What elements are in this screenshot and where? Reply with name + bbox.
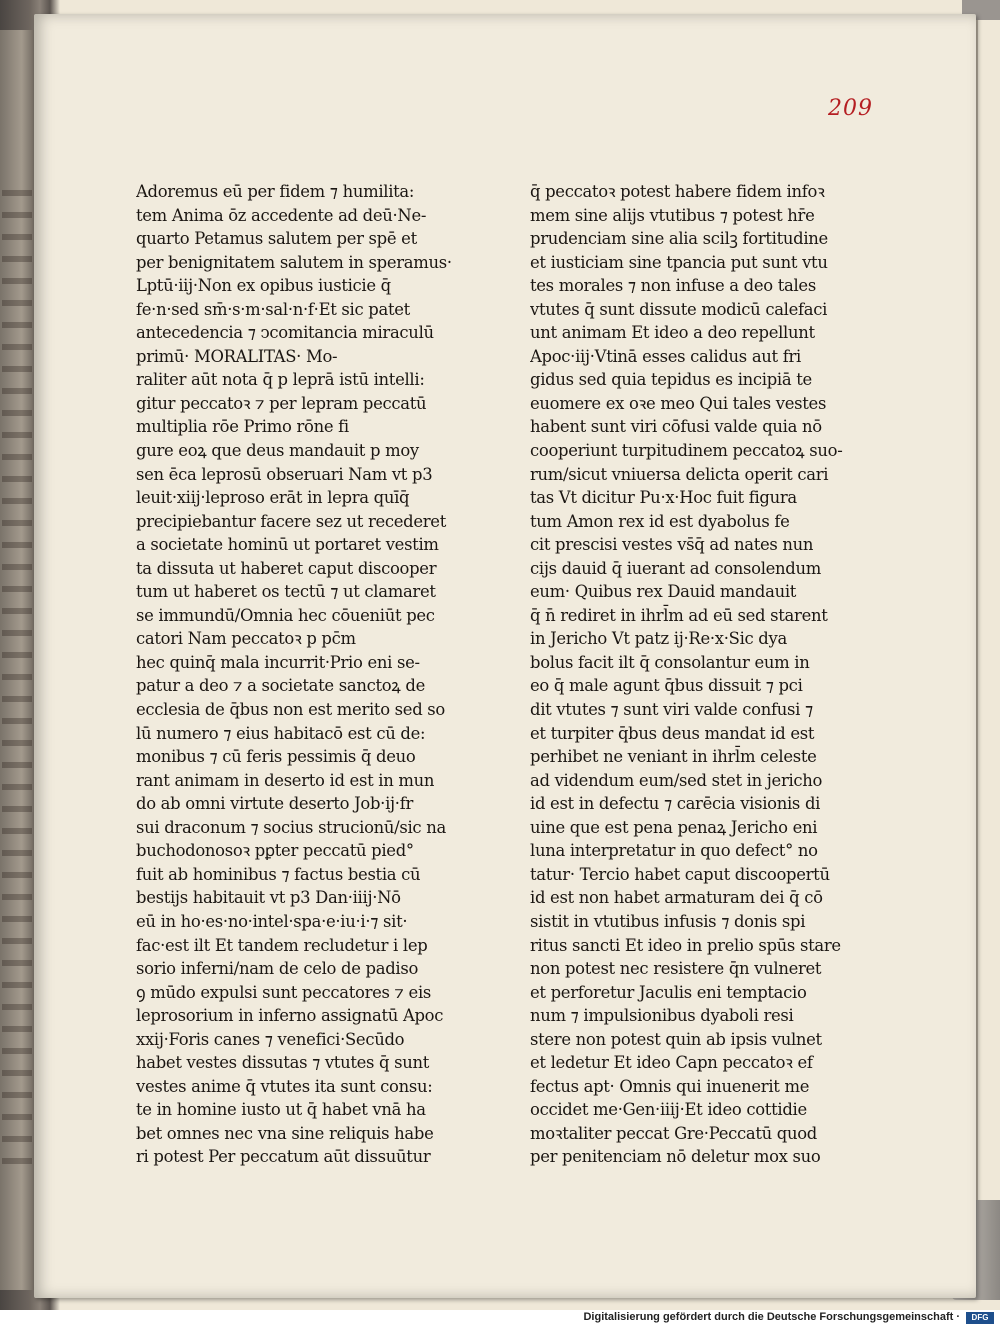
text-line: id est non habet armaturam dei q̄ cō bbox=[530, 888, 823, 908]
text-line: catori Nam peccatoꝛ p pc̄m bbox=[136, 629, 356, 649]
text-line: ta dissuta ut haberet caput discooper bbox=[136, 558, 437, 578]
text-line: ad videndum eum/sed stet in jericho bbox=[530, 770, 823, 790]
text-line: num ⁊ impulsionibus dyaboli resi bbox=[530, 1006, 794, 1026]
text-line: sui draconum ⁊ socius strucionū/sic na bbox=[136, 817, 446, 837]
text-line: gidus sed quia tepidus es incipiā te bbox=[530, 370, 812, 390]
previous-page-edge bbox=[0, 30, 36, 1290]
text-line: et ledetur Et ideo Capn peccatoꝛ ef bbox=[530, 1053, 813, 1073]
dfg-logo: DFG bbox=[966, 1312, 994, 1324]
text-line: prudenciam sine alia scilꝫ fortitudine bbox=[530, 229, 828, 249]
text-line: do ab omni virtute deserto Job·ij·fr bbox=[136, 794, 414, 814]
text-line: bestijs habitauit vt p3 Dan·iiij·Nō bbox=[136, 888, 401, 908]
text-line: et perforetur Jaculis eni temptacio bbox=[530, 982, 807, 1002]
text-line: ri potest Per peccatum aūt dissuūtur bbox=[136, 1147, 431, 1167]
footer-credit: Digitalisierung gefördert durch die Deutsche Forschungsgemeinschaft · bbox=[583, 1311, 960, 1323]
text-line: leprosorium in inferno assignatū Apoc bbox=[136, 1006, 444, 1026]
text-line: eo q̄ male agunt q̄bus dissuit ⁊ pci bbox=[530, 676, 803, 696]
text-line: multiplia rōe Primo rōne fi bbox=[136, 417, 349, 437]
text-line: in Jericho Vt patz ij·Re·x·Sic dya bbox=[530, 629, 787, 649]
text-line: bet omnes nec vna sine reliquis habe bbox=[136, 1123, 434, 1143]
text-line: Apoc·iij·Vtinā esses calidus aut fri bbox=[530, 346, 801, 366]
text-line: eū in ho·es·no·intel·spa·e·iu·i·⁊ sit· bbox=[136, 911, 408, 931]
text-line: habent sunt viri cōfusi valde quia nō bbox=[530, 417, 822, 437]
text-line: perhibet ne veniant in ihrl̄m celeste bbox=[530, 747, 817, 767]
text-line: per benignitatem salutem in speramus· bbox=[136, 252, 452, 272]
text-line: vtutes q̄ sunt dissute modicū calefaci bbox=[530, 299, 828, 319]
text-line: fe·n·sed sm̄·s·m·sal·n·f·Et sic patet bbox=[136, 299, 410, 319]
text-line: bolus facit ilt q̄ consolantur eum in bbox=[530, 652, 810, 672]
text-line: tem Anima ōz accedente ad deū·Ne- bbox=[136, 205, 427, 225]
text-line: occidet me·Gen·iiij·Et ideo cottidie bbox=[530, 1100, 807, 1120]
text-line: fac·est ilt Et tandem recludetur i lep bbox=[136, 935, 428, 955]
text-line: hec quinq̄ mala incurrit·Prio eni se- bbox=[136, 652, 420, 672]
text-line: raliter aūt nota q̄ p leprā istū intelli: bbox=[136, 370, 425, 390]
text-line: per penitenciam nō deletur mox suo bbox=[530, 1147, 821, 1167]
text-line: non potest nec resistere q̄n vulneret bbox=[530, 959, 822, 979]
text-line: cijs dauid q̄ iuerant ad consolendum bbox=[530, 558, 821, 578]
text-line: rant animam in deserto id est in mun bbox=[136, 770, 435, 790]
text-line: ecclesia de q̄bus non est merito sed so bbox=[136, 700, 445, 720]
text-line: precipiebantur facere sez ut recederet bbox=[136, 511, 446, 531]
text-line: quarto Petamus salutem per spē et bbox=[136, 229, 417, 249]
text-line: q̄ n̄ rediret in ihrl̄m ad eū sed starent bbox=[530, 605, 828, 625]
text-line: tum Amon rex id est dyabolus fe bbox=[530, 511, 790, 531]
text-line: habet vestes dissutas ⁊ vtutes q̄ sunt bbox=[136, 1053, 430, 1073]
text-line: te in homine iusto ut q̄ habet vnā ha bbox=[136, 1100, 426, 1120]
text-line: xxij·Foris canes ⁊ venefici·Secūdo bbox=[136, 1029, 405, 1049]
text-line: sen ēca leprosū obseruari Nam vt p3 bbox=[136, 464, 433, 484]
text-line: gure eoꝝ que deus mandauit p moy bbox=[136, 441, 419, 461]
text-line: uine que est pena penaꝝ Jericho eni bbox=[530, 817, 818, 837]
text-line: dit vtutes ⁊ sunt viri valde confusi ⁊ bbox=[530, 700, 813, 720]
text-line: tes morales ⁊ non infuse a deo tales bbox=[530, 276, 816, 296]
text-line: ꝯ mūdo expulsi sunt peccatores ⁊ eis bbox=[136, 982, 431, 1002]
text-line: antecedencia ⁊ ↄcomitancia miraculū bbox=[136, 323, 434, 343]
text-line: stere non potest quin ab ipsis vulnet bbox=[530, 1029, 822, 1049]
text-line: vestes anime q̄ vtutes ita sunt consu: bbox=[136, 1076, 433, 1096]
text-line: a societate hominū ut portaret vestim bbox=[136, 535, 439, 555]
right-text-column bbox=[530, 180, 860, 1169]
text-line: fuit ab hominibus ⁊ factus bestia cū bbox=[136, 864, 421, 884]
text-line: buchodonosoꝛ pꝑter peccatū pied° bbox=[136, 841, 414, 861]
text-line: ritus sancti Et ideo in prelio spūs stare bbox=[530, 935, 841, 955]
text-line: mem sine alijs vtutibus ⁊ potest hr̄e bbox=[530, 205, 815, 225]
text-line: primū· MORALITAS· Mo- bbox=[136, 346, 338, 366]
text-line: monibus ⁊ cū feris pessimis q̄ deuo bbox=[136, 747, 416, 767]
text-line: patur a deo ⁊ a societate sanctoꝝ de bbox=[136, 676, 425, 696]
text-line: cooperiunt turpitudinem peccatoꝝ suo- bbox=[530, 441, 843, 461]
left-text-column bbox=[136, 180, 476, 1169]
footer-bar bbox=[0, 1310, 1000, 1326]
text-line: tatur· Tercio habet caput discoopertū bbox=[530, 864, 830, 884]
text-line: Lptū·iij·Non ex opibus iusticie q̄ bbox=[136, 276, 391, 296]
text-line: sorio inferni/nam de celo de padiso bbox=[136, 959, 419, 979]
text-line: sistit in vtutibus infusis ⁊ donis spi bbox=[530, 911, 806, 931]
text-line: eum· Quibus rex Dauid mandauit bbox=[530, 582, 797, 602]
text-line: gitur peccatoꝛ ⁊ per lepram peccatū bbox=[136, 393, 427, 413]
text-line: rum/sicut vniuersa delicta operit cari bbox=[530, 464, 829, 484]
text-line: lū numero ⁊ eius habitacō est cū de: bbox=[136, 723, 426, 743]
text-line: et turpiter q̄bus deus mandat id est bbox=[530, 723, 815, 743]
text-line: euomere ex oꝛe meo Qui tales vestes bbox=[530, 393, 827, 413]
text-line: leuit·xiij·leproso erāt in lepra quīq̄ bbox=[136, 488, 410, 508]
text-line: luna interpretatur in quo defect° no bbox=[530, 841, 818, 861]
text-line: tas Vt dicitur Pu·x·Hoc fuit figura bbox=[530, 488, 797, 508]
text-line: se immundū/Omnia hec cōueniūt pec bbox=[136, 605, 435, 625]
text-line: moꝛtaliter peccat Gre·Peccatū quod bbox=[530, 1123, 817, 1143]
text-line: fectus apt· Omnis qui inuenerit me bbox=[530, 1076, 810, 1096]
text-line: unt animam Et ideo a deo repellunt bbox=[530, 323, 815, 343]
text-line: cit prescisi vestes vs̄q̄ ad nates nun bbox=[530, 535, 814, 555]
text-line: tum ut haberet os tectū ⁊ ut clamaret bbox=[136, 582, 436, 602]
text-line: Adoremus eū per fidem ⁊ humilita: bbox=[136, 182, 415, 201]
previous-page-text bbox=[2, 190, 32, 1170]
text-line: id est in defectu ⁊ carēcia visionis di bbox=[530, 794, 821, 814]
folio-number: 209 bbox=[828, 96, 873, 121]
text-line: q̄ peccatoꝛ potest habere fidem infoꝛ bbox=[530, 182, 825, 201]
text-line: et iusticiam sine tpancia put sunt vtu bbox=[530, 252, 828, 272]
